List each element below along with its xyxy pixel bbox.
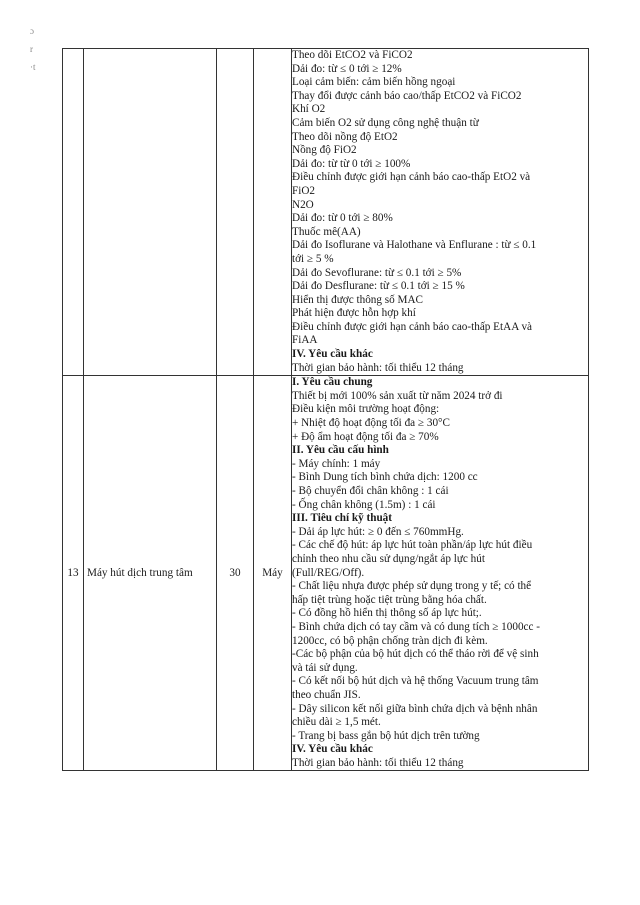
table-row-continuation [63, 49, 589, 376]
spec-line: Thời gian bảo hành: tối thiểu 12 tháng [292, 361, 464, 374]
spec-cell-item-13 [292, 376, 589, 771]
spec-line: - Chất liệu nhựa được phép sử dụng trong y tế; có thể [292, 580, 532, 593]
section-heading: II. Yêu cầu cấu hình [292, 444, 389, 457]
spec-line: + Độ ẩm hoạt động tối đa ≥ 70% [292, 430, 439, 443]
spec-line: chỉnh theo nhu cầu sử dụng/ngắt áp lực hút [292, 552, 485, 565]
spec-line: Dải đo Sevoflurane: từ ≤ 0.1 tới ≥ 5% [292, 266, 462, 279]
spec-line: N2O [292, 198, 314, 211]
margin-mark: ɔ [30, 26, 34, 36]
item-name-cell [84, 49, 217, 376]
unit-cell [254, 49, 292, 376]
spec-line: - Dải áp lực hút: ≥ 0 đến ≤ 760mmHg. [292, 525, 464, 538]
stt-cell [63, 376, 84, 771]
spec-line: Hiển thị được thông số MAC [292, 293, 423, 306]
spec-line: - Bộ chuyển đổi chân không : 1 cái [292, 485, 449, 497]
spec-line: - Có kết nối bộ hút dịch và hệ thống Vacuum trung tâm [292, 675, 539, 688]
stt-cell [63, 49, 84, 376]
spec-line: Loại cảm biến: cảm biến hồng ngoại [292, 76, 456, 89]
spec-line: Cảm biến O2 sử dụng công nghệ thuận từ [292, 116, 479, 129]
spec-line: Dải đo: từ từ 0 tới ≥ 100% [292, 157, 411, 170]
spec-line: Phát hiện được hỗn hợp khí [292, 307, 416, 320]
section-heading: I. Yêu cầu chung [292, 376, 373, 389]
section-heading: III. Tiêu chí kỹ thuật [292, 512, 392, 525]
spec-line: hấp tiệt trùng hoặc tiệt trùng bằng hóa chất. [292, 593, 487, 606]
spec-line: Thay đổi được cảnh báo cao/thấp EtCO2 và FiCO2 [292, 89, 522, 102]
item-number: 13 [67, 566, 79, 579]
item-unit: Máy [262, 566, 283, 579]
item-name: Máy hút dịch trung tâm [87, 566, 193, 579]
table-row-item-13 [63, 376, 589, 771]
spec-line: FiAA [292, 334, 318, 347]
spec-line: tới ≥ 5 % [292, 252, 334, 265]
spec-line: Dải đo: từ ≤ 0 tới ≥ 12% [292, 62, 402, 75]
spec-line: Thời gian bảo hành: tối thiểu 12 tháng [292, 756, 464, 769]
spec-lines-item-13 [292, 376, 588, 770]
spec-line: Điều kiện môi trường hoạt động: [292, 403, 440, 416]
spec-line: Dải đo Desflurane: từ ≤ 0.1 tới ≥ 15 % [292, 280, 465, 293]
spec-line: Theo dõi EtCO2 và FiCO2 [292, 49, 413, 61]
spec-line: - Dây silicon kết nối giữa bình chứa dịch và bệnh nhân [292, 702, 538, 715]
margin-mark: r [30, 44, 33, 54]
item-name-cell [84, 376, 217, 771]
section-heading: IV. Yêu cầu khác [292, 743, 373, 756]
spec-line: theo chuẩn JIS. [292, 688, 361, 701]
spec-line: -Các bộ phận của bộ hút dịch có thể tháo rời để vệ sinh [292, 648, 539, 661]
spec-line: Khí O2 [292, 103, 326, 116]
spec-line: Theo dõi nồng độ EtO2 [292, 130, 398, 143]
specification-table [62, 48, 589, 771]
spec-line: Thiết bị mới 100% sản xuất từ năm 2024 trở đi [292, 389, 503, 402]
spec-line: (Full/REG/Off). [292, 566, 365, 579]
spec-line: - Bình chứa dịch có tay cầm và có dung tích ≥ 1000cc - [292, 620, 540, 633]
spec-line: Điều chỉnh được giới hạn cảnh báo cao-thấp EtO2 và [292, 171, 531, 184]
spec-line: Điều chỉnh được giới hạn cảnh báo cao-thấp EtAA và [292, 320, 533, 333]
spec-line: Nồng độ FiO2 [292, 144, 357, 157]
quantity-cell [217, 49, 254, 376]
spec-line: chiều dài ≥ 1,5 mét. [292, 716, 381, 729]
spec-line: - Bình Dung tích bình chứa dịch: 1200 cc [292, 471, 478, 484]
spec-line: 1200cc, có bộ phận chống tràn dịch đi kèm. [292, 634, 488, 647]
spec-lines-continuation [292, 49, 588, 375]
spec-line: và tái sử dụng. [292, 661, 358, 674]
spec-line: FiO2 [292, 184, 316, 197]
unit-cell [254, 376, 292, 771]
section-heading: IV. Yêu cầu khác [292, 348, 373, 361]
spec-line: - Trang bị bass gắn bộ hút dịch trên tường [292, 729, 480, 742]
margin-scan-marks [30, 22, 36, 76]
spec-line: - Ống chân không (1.5m) : 1 cái [292, 498, 436, 511]
quantity-cell [217, 376, 254, 771]
spec-line: Dải đo: từ 0 tới ≥ 80% [292, 212, 393, 225]
spec-line: Thuốc mê(AA) [292, 225, 361, 238]
margin-mark: ·t [30, 62, 36, 72]
spec-line: Dải đo Isoflurane và Halothane và Enflurane : từ ≤ 0.1 [292, 239, 537, 252]
spec-line: - Máy chính: 1 máy [292, 457, 381, 470]
spec-line: + Nhiệt độ hoạt động tối đa ≥ 30°C [292, 417, 450, 430]
spec-line: - Có đồng hồ hiển thị thông số áp lực hút;. [292, 607, 482, 620]
spec-cell-continuation [292, 49, 589, 376]
item-quantity: 30 [229, 566, 241, 579]
spec-line: - Các chế độ hút: áp lực hút toàn phần/áp lực hút điều [292, 539, 533, 552]
